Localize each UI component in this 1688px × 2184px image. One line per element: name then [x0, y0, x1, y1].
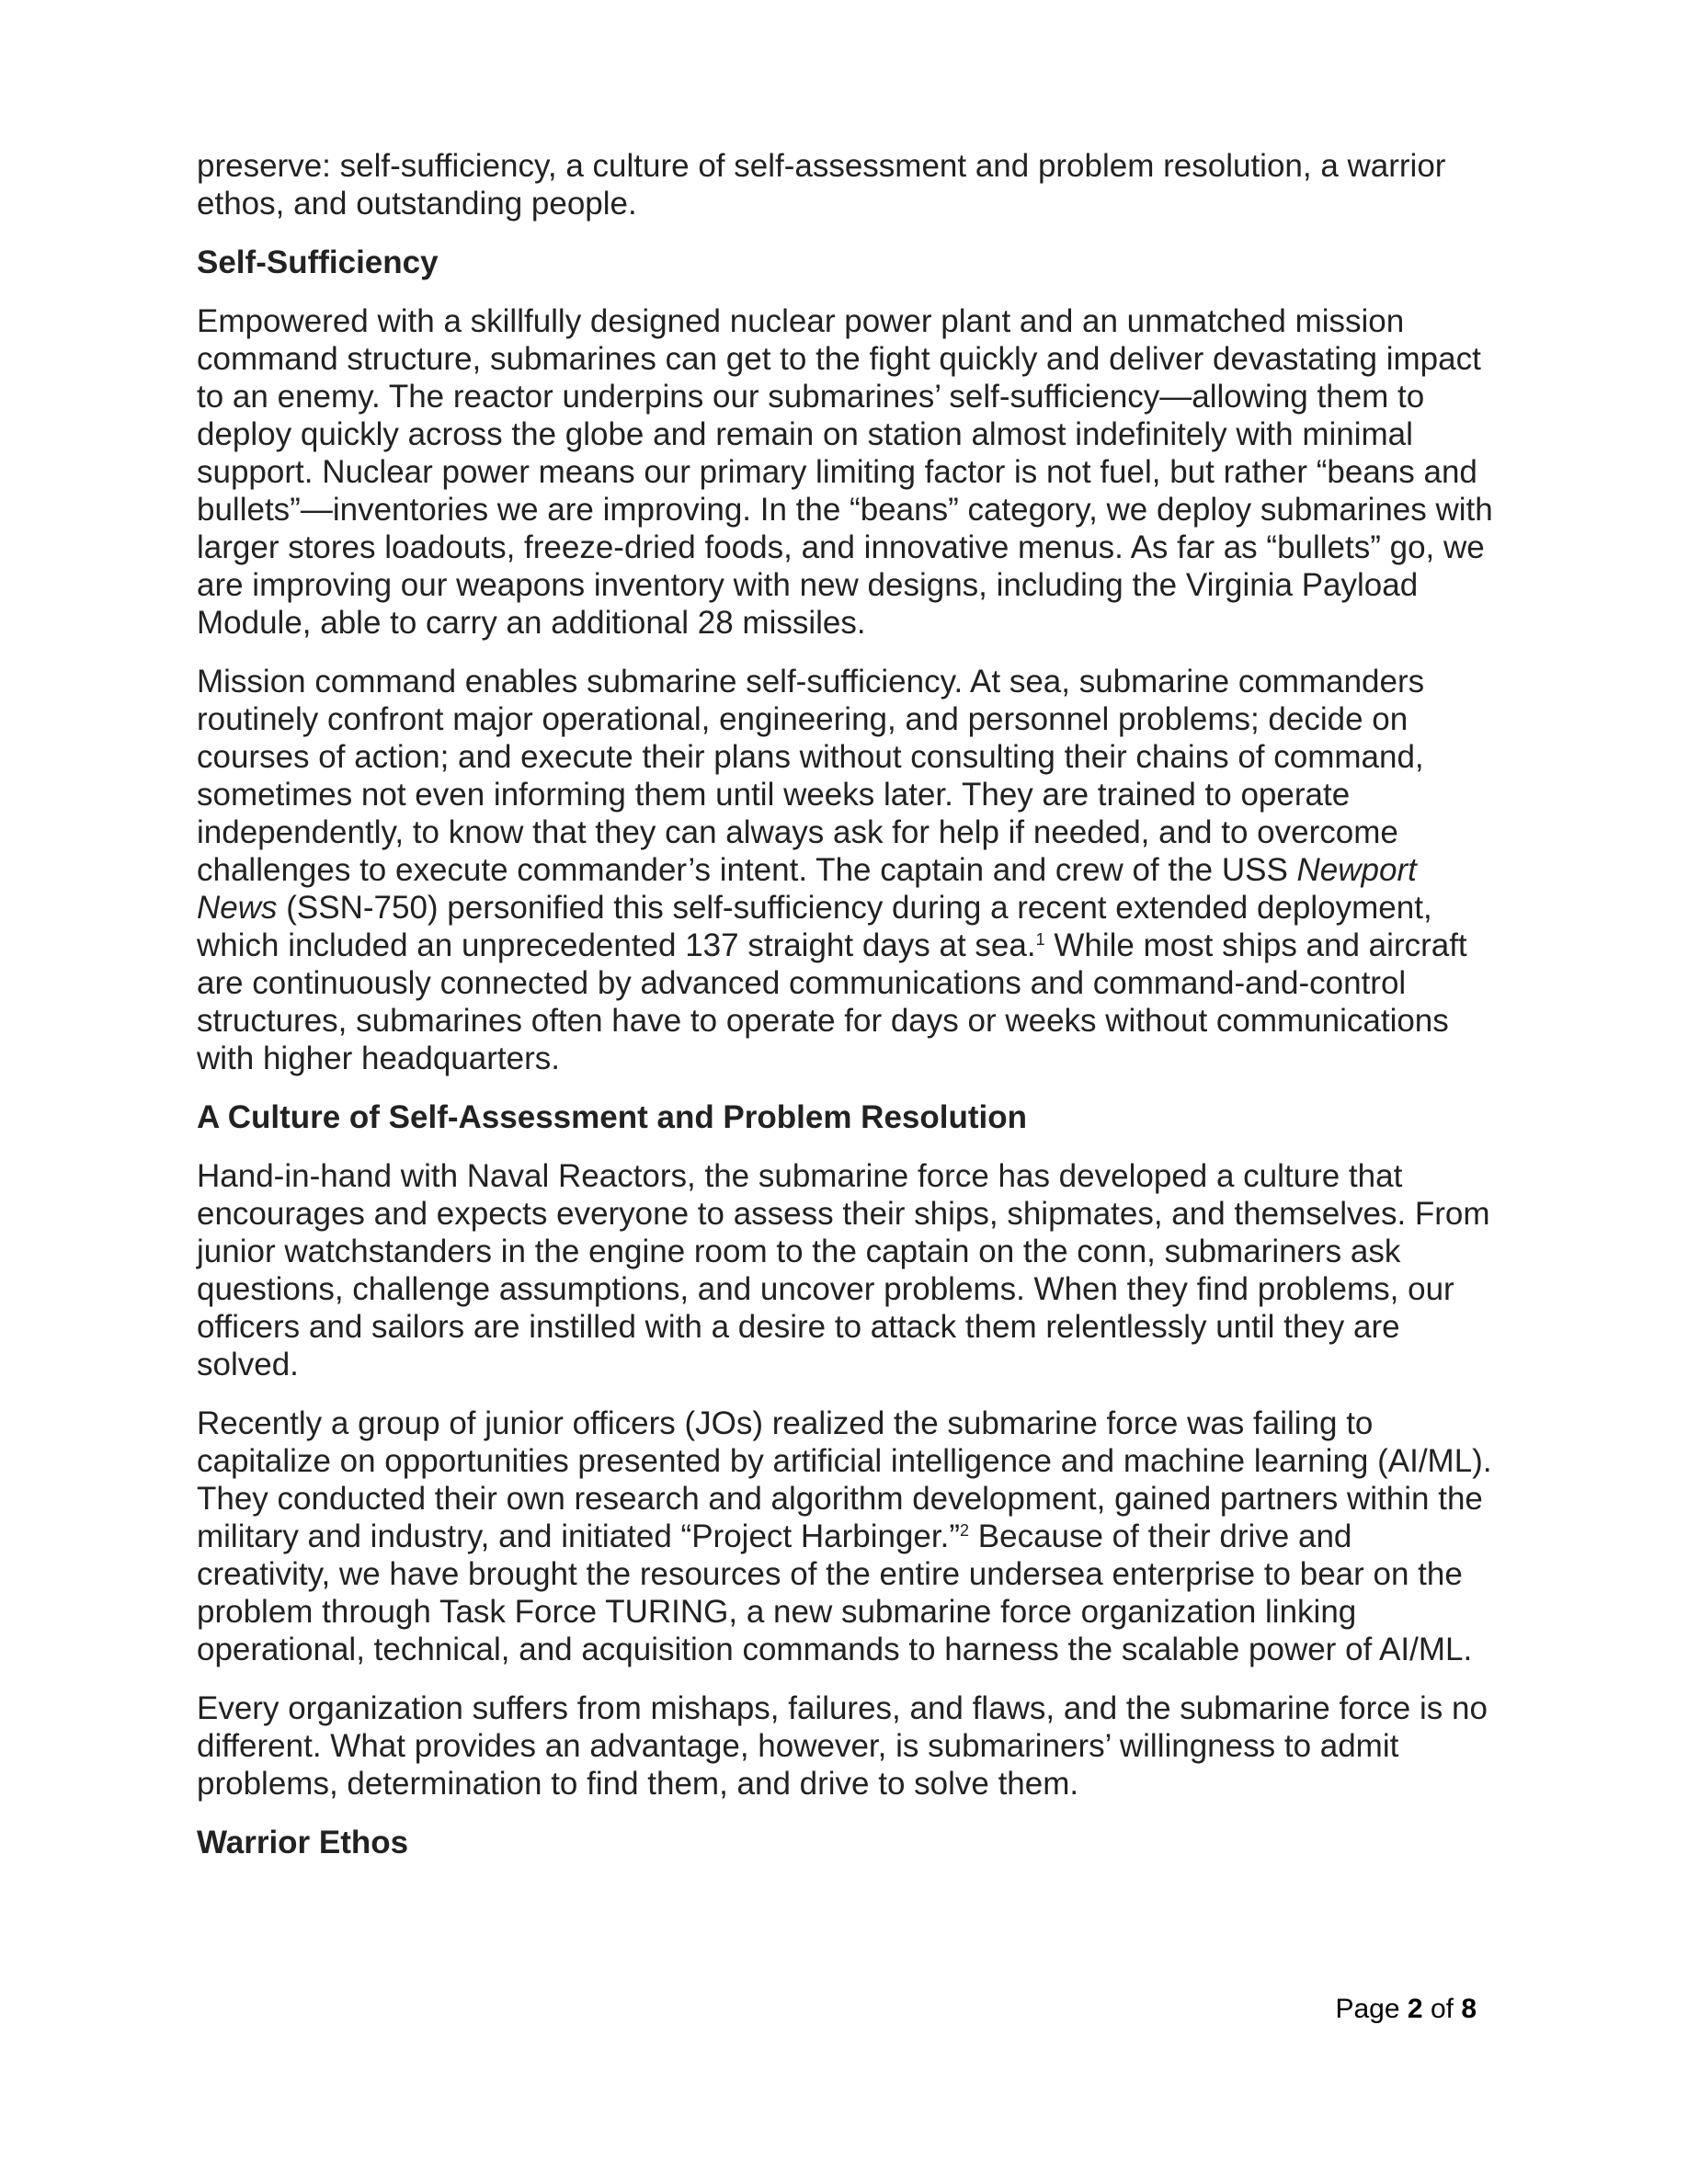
- page-number: [1335, 1993, 1477, 2026]
- paragraph-text: While most ships and aircraft are continuously connected by advanced communications and command-and-control structures, submarines often have to operate for days or weeks without communications with higher headquarters.: [197, 927, 1467, 1076]
- document-body: [197, 147, 1493, 1883]
- intro-text: preserve: self-sufficiency, a culture of self-assessment and problem resolution, a warrior ethos, and outstanding people.: [197, 148, 1446, 222]
- self-sufficiency-paragraph-2: [197, 663, 1493, 1077]
- page-total: 8: [1461, 1994, 1477, 2024]
- paragraph-text: Empowered with a skillfully designed nuclear power plant and an unmatched mission command structure, submarines can get to the fight quickly and deliver devastating impact to an enemy. The reactor underpins our submarines’ self-sufficiency—allowing them to deploy quickly across the globe and remain on station almost indefinitely with minimal support. Nuclear power means our primary limiting factor is not fuel, but rather “beans and bullets”—inventories we are improving. In the “beans” category, we deploy submarines with larger stores loadouts, freeze-dried foods, and innovative menus. As far as “bullets” go, we are improving our weapons inventory with new designs, including the Virginia Payload Module, able to carry an additional 28 missiles.: [197, 303, 1493, 641]
- page-current: 2: [1407, 1994, 1423, 2024]
- self-sufficiency-paragraph-1: [197, 302, 1493, 642]
- paragraph-text: Because of their drive and creativity, we have brought the resources of the entire undersea enterprise to bear on the problem through Task Force TURING, a new submarine force organization linking operational, technical, and acquisition commands to harness the scalable power of AI/ML.: [197, 1519, 1473, 1667]
- culture-paragraph-2: [197, 1405, 1493, 1668]
- ship-name: Newport News: [197, 852, 1417, 926]
- paragraph-text: (SSN-750) personified this self-sufficiency during a recent extended deployment, which included an unprecedented 137 straight days at sea.: [197, 890, 1432, 963]
- paragraph-text: Mission command enables submarine self-sufficiency. At sea, submarine commanders routinely confront major operational, engineering, and personnel problems; decide on courses of action; and execute their plans without consulting their chains of command, sometimes not even informing them until weeks later. They are trained to operate independently, to know that they can always ask for help if needed, and to overcome challenges to execute commander’s intent. The captain and crew of the USS: [197, 664, 1425, 888]
- heading-culture: A Culture of Self-Assessment and Problem Resolution: [197, 1099, 1028, 1135]
- paragraph-text: Hand-in-hand with Naval Reactors, the submarine force has developed a culture that encourages and expects everyone to assess their ships, shipmates, and themselves. From junior watchstanders in the engine room to the captain on the conn, submariners ask questions, challenge assumptions, and uncover problems. When they find problems, our officers and sailors are instilled with a desire to attack them relentlessly until they are solved.: [197, 1158, 1490, 1382]
- intro-paragraph: [197, 147, 1493, 222]
- heading-warrior-ethos: Warrior Ethos: [197, 1825, 409, 1860]
- of-label: of: [1430, 1994, 1454, 2024]
- page-label: Page: [1335, 1994, 1400, 2024]
- paragraph-text: Recently a group of junior officers (JOs) realized the submarine force was failing to capitalize on opportunities presented by artificial intelligence and machine learning (AI/ML). They conducted their own research and algorithm development, gained partners within the military and industry, and initiated “Project Harbinger.”: [197, 1405, 1492, 1554]
- culture-paragraph-3: [197, 1689, 1493, 1803]
- paragraph-text: Every organization suffers from mishaps, failures, and flaws, and the submarine force is no different. What provides an advantage, however, is submariners’ willingness to admit problems, determination to find them, and drive to solve them.: [197, 1690, 1488, 1802]
- culture-paragraph-1: [197, 1157, 1493, 1383]
- footnote-ref-1[interactable]: 1: [1035, 930, 1045, 949]
- footnote-ref-2[interactable]: 2: [960, 1521, 970, 1540]
- heading-self-sufficiency: Self-Sufficiency: [197, 245, 439, 280]
